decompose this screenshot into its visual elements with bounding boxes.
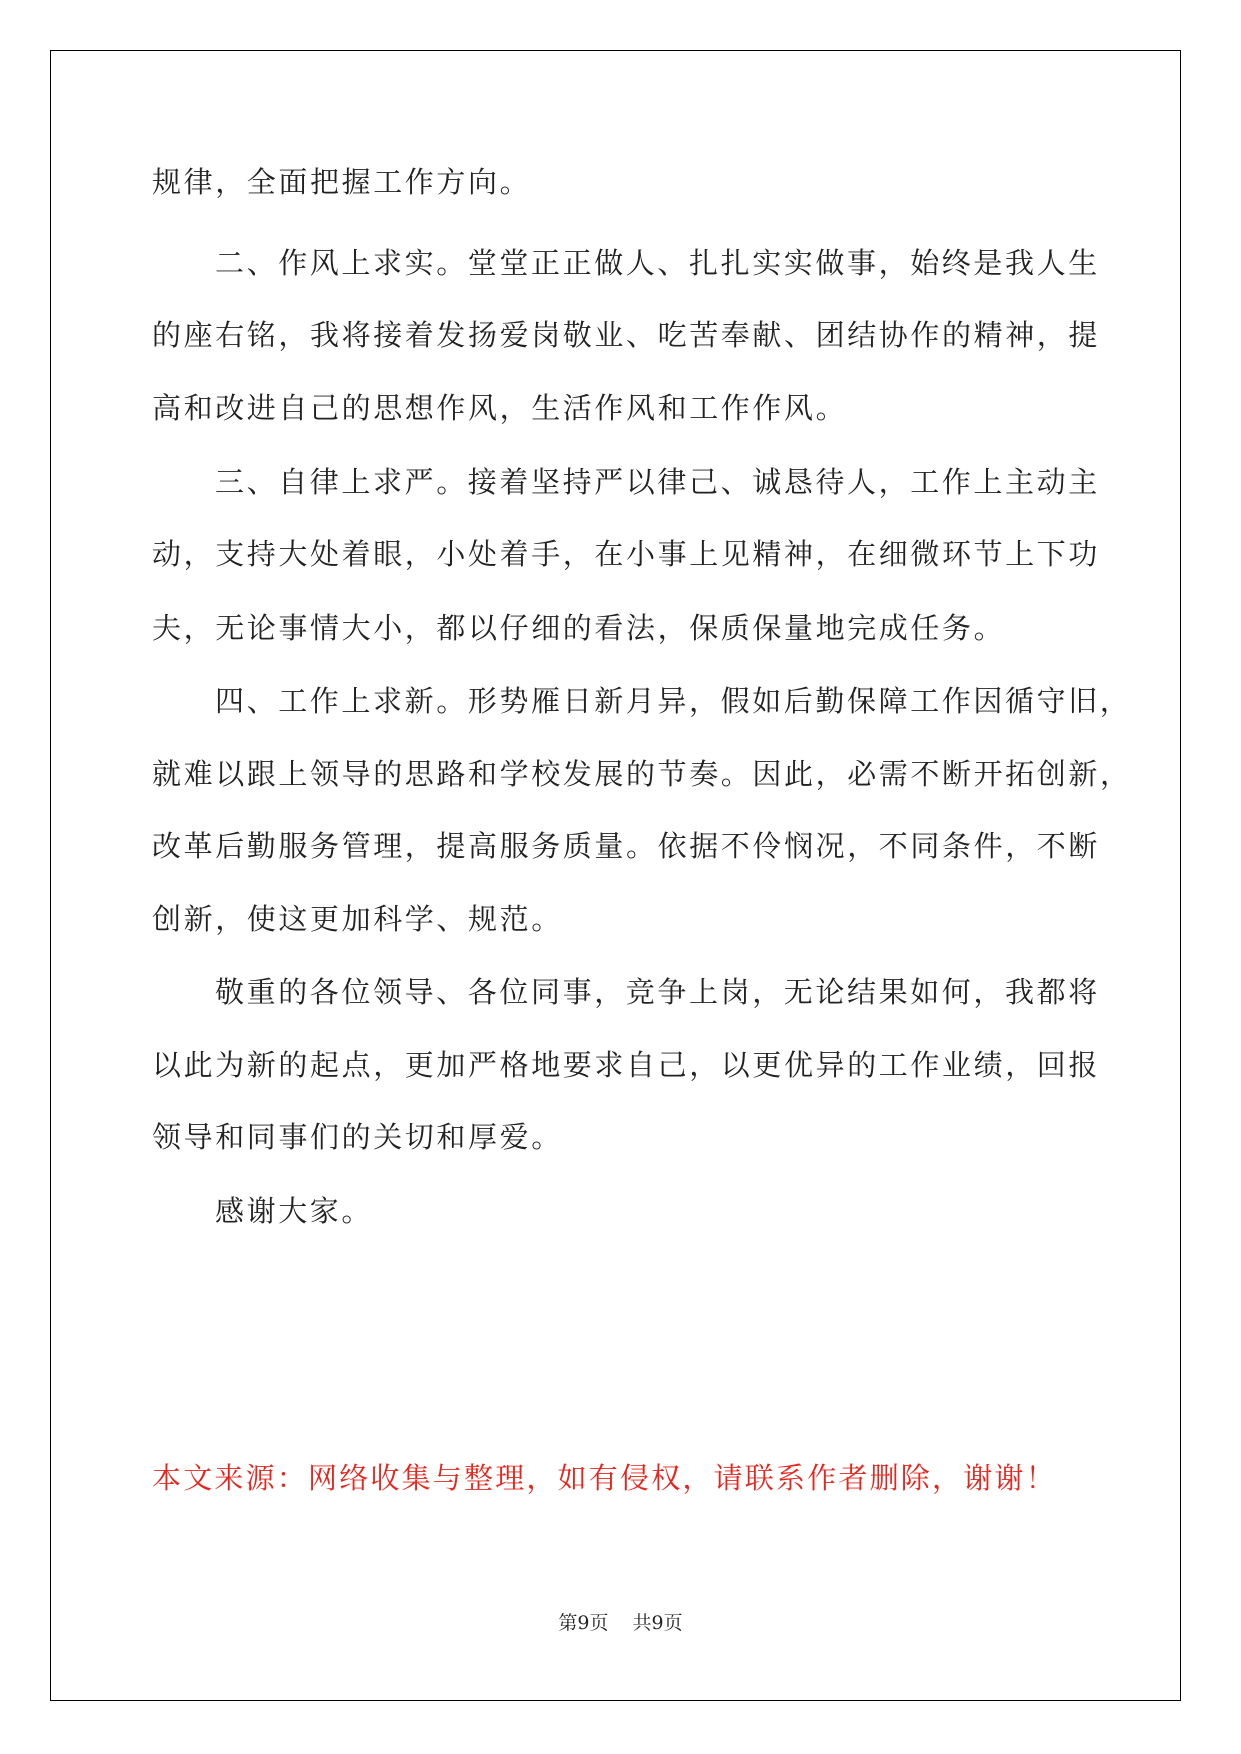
- text-line: 创新，使这更加科学、规范。: [152, 902, 563, 936]
- page-number: 第9页: [558, 1612, 609, 1634]
- page-border: [50, 50, 1181, 1701]
- text-line: 动，支持大处着眼，小处着手，在小事上见精神，在细微环节上下功: [152, 537, 1101, 571]
- page-total: 共9页: [632, 1612, 683, 1634]
- text-line: 就难以跟上领导的思路和学校发展的节奏。因此，必需不断开拓创新，: [152, 757, 1132, 791]
- text-line: 二、作风上求实。堂堂正正做人、扎扎实实做事，始终是我人生: [215, 246, 1100, 280]
- text-line: 四、工作上求新。形势雁日新月异，假如后勤保障工作因循守旧，: [215, 684, 1132, 718]
- text-line: 领导和同事们的关切和厚爱。: [152, 1120, 563, 1154]
- text-line: 的座右铭，我将接着发扬爱岗敬业、吃苦奉献、团结协作的精神，提: [152, 318, 1101, 352]
- text-line: 高和改进自己的思想作风，生活作风和工作作风。: [152, 391, 848, 425]
- text-line: 以此为新的起点，更加严格地要求自己，以更优异的工作业绩，回报: [152, 1048, 1101, 1082]
- text-line: 敬重的各位领导、各位同事，竞争上岗，无论结果如何，我都将: [215, 975, 1100, 1009]
- source-note: 本文来源：网络收集与整理，如有侵权，请联系作者删除，谢谢！: [152, 1461, 1057, 1495]
- text-line: 感谢大家。: [215, 1194, 374, 1228]
- text-line: 三、自律上求严。接着坚持严以律己、诚恳待人，工作上主动主: [215, 465, 1100, 499]
- text-line: 规律，全面把握工作方向。: [152, 165, 532, 199]
- text-line: 夫，无论事情大小，都以仔细的看法，保质保量地完成任务。: [152, 611, 1006, 645]
- text-line: 改革后勤服务管理，提高服务质量。依据不伶悯况，不同条件，不断: [152, 829, 1101, 863]
- page-footer: [0, 1608, 1241, 1635]
